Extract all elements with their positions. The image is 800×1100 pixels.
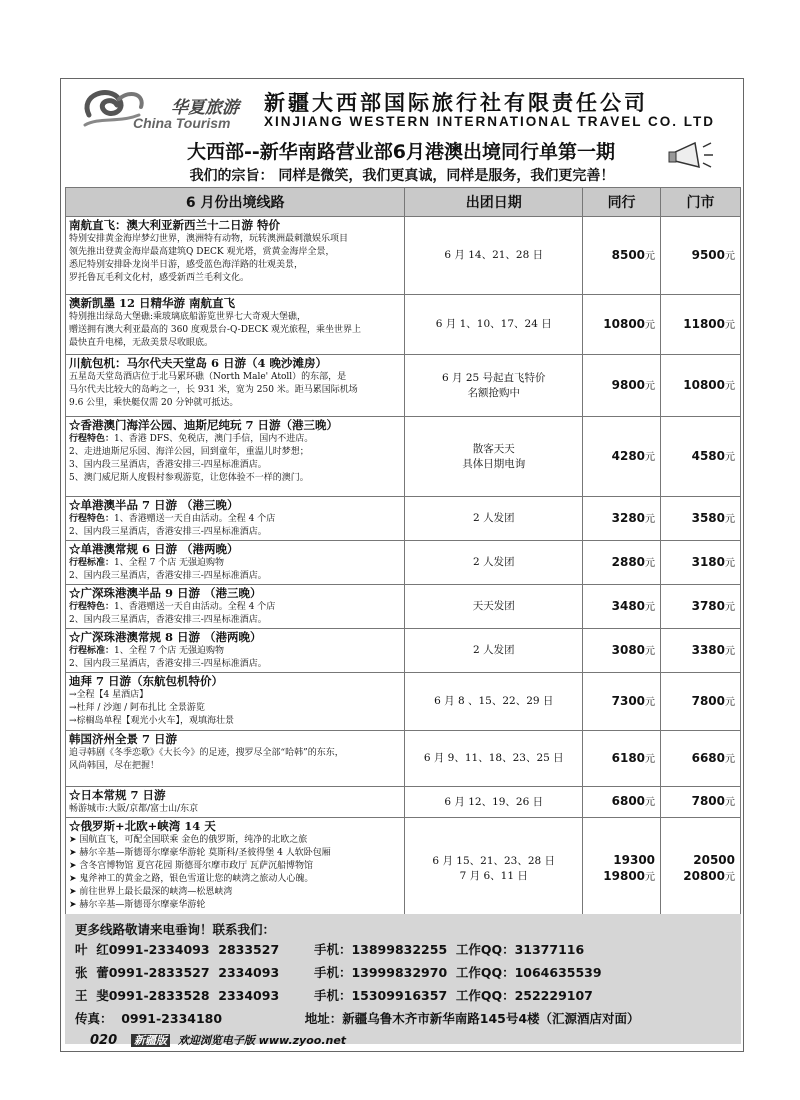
price-value: 10800 — [683, 377, 725, 392]
retail-price — [661, 295, 741, 355]
route-cell — [66, 818, 405, 920]
price-value: 7800 — [691, 693, 725, 708]
company-name-cn: 新疆大西部国际旅行社有限责任公司 — [264, 91, 648, 115]
logo-english: China Tourism — [133, 115, 231, 131]
route-description-label: 行程特色： — [69, 434, 115, 444]
price-value: 7300 — [611, 693, 646, 708]
departure-dates: 2 人发团 — [405, 497, 583, 541]
price-value: 3580 — [691, 510, 725, 525]
route-description-text: 1、全程 7 个店 无强迫购物 2、国内段三星酒店，香港安排三-四星标准酒店。 — [69, 646, 267, 669]
route-description — [69, 601, 401, 627]
route-description — [69, 371, 401, 410]
currency-unit: 元 — [645, 696, 656, 708]
route-cell — [66, 417, 405, 497]
currency-unit: 元 — [725, 797, 735, 808]
table-row — [66, 355, 741, 417]
departure-dates: 6 月 1、10、17、24 日 — [405, 295, 583, 355]
peer-price — [583, 355, 661, 417]
table-row — [66, 629, 741, 673]
retail-price — [661, 787, 741, 818]
route-description-label: 行程特色： — [69, 514, 115, 524]
route-description-text: 特别安排黄金海岸梦幻世界，澳洲特有动物，玩转澳洲最刺激娱乐项目 领先推出登黄金海岸最高建筑Q DECK 观光塔，赏黄金海岸全景， 悉尼特别安排卧龙岗半日游，感受蓝色海洋路的壮观美景， 罗托鲁瓦毛利文化村，感受新西兰毛利文化。 — [69, 234, 349, 283]
route-cell — [66, 585, 405, 629]
header-retail-price: 门市 — [661, 188, 741, 217]
route-cell — [66, 217, 405, 295]
peer-price — [583, 295, 661, 355]
route-description-text: 1、全程 7 个店 无强迫购物 2、国内段三星酒店，香港安排三-四星标准酒店。 — [69, 558, 267, 581]
currency-unit: 元 — [645, 871, 656, 883]
currency-unit: 元 — [725, 380, 735, 392]
route-description-text: →全程【4 星酒店】 →杜拜 / 沙迦 / 阿布扎比 全景游览 →棕榈岛单程【观光小火车】，观填海壮景 — [69, 690, 235, 726]
table-row — [66, 417, 741, 497]
route-title: 南航直飞：澳大利亚新西兰十二日游 特价 — [69, 218, 281, 232]
currency-unit: 元 — [725, 451, 735, 463]
peer-price — [583, 629, 661, 673]
page-number: 020 — [90, 1033, 118, 1048]
footer — [90, 1032, 346, 1048]
table-row — [66, 217, 741, 295]
route-description-text: 1、香港赠送一天自由活动。全程 4 个店 2、国内段三星酒店，香港安排三-四星标准酒店。 — [69, 602, 276, 625]
peer-price — [583, 585, 661, 629]
route-title: ☆香港澳门海洋公园、迪斯尼纯玩 7 日游（港三晚） — [69, 418, 339, 432]
route-cell — [66, 673, 405, 731]
table-row — [66, 541, 741, 585]
route-cell — [66, 541, 405, 585]
route-title: 澳新凯墨 12 日精华游 南航直飞 — [69, 296, 236, 310]
header-dates: 出团日期 — [405, 188, 583, 217]
edition-tag: 新疆版 — [131, 1034, 170, 1047]
price-value: 6680 — [691, 750, 725, 765]
route-description-text: 追寻韩剧《冬季恋歌》《大长今》的足迹，搜罗尽全部“哈韩”的东东， 风尚韩国，尽在把握！ — [69, 748, 344, 771]
peer-price — [583, 673, 661, 731]
price-value: 2880 — [611, 554, 646, 569]
route-description-label: 行程特色： — [69, 602, 115, 612]
currency-unit: 元 — [725, 645, 735, 657]
price-value: 9800 — [611, 377, 646, 392]
route-title: 川航包机：马尔代夫天堂岛 6 日游（4 晚沙滩房） — [69, 356, 328, 370]
departure-dates: 6 月 8 、15、22、29 日 — [405, 673, 583, 731]
price-value: 6180 — [611, 750, 646, 765]
currency-unit: 元 — [725, 696, 735, 708]
contact-heading: 更多线路敬请来电垂询！联系我们： — [75, 922, 276, 937]
route-description — [69, 747, 401, 773]
route-description-text: 畅游城市:大阪/京都/富士山/东京 — [69, 804, 199, 814]
departure-dates: 6 月 14、21、28 日 — [405, 217, 583, 295]
contact-panel — [65, 914, 741, 1044]
currency-unit: 元 — [645, 797, 656, 808]
currency-unit: 元 — [645, 753, 656, 765]
departure-dates: 天天发团 — [405, 585, 583, 629]
retail-price — [661, 355, 741, 417]
contact-line: 王 斐0991-2833528 2334093 手机：15309916357 工作QQ：252229107 — [75, 988, 593, 1003]
route-cell — [66, 355, 405, 417]
header-peer-price: 同行 — [583, 188, 661, 217]
footer-url[interactable]: www.zyoo.net — [258, 1034, 347, 1047]
route-description-text: 五星岛天堂岛酒店位于北马累环礁（North Male' Atoll）的东部，是 马尔代夫比较大的岛屿之一，长 931 米，宽为 250 米。距马累国际机场 9.6 公里，乘快艇仅需 20 分钟就可抵达。 — [69, 372, 358, 408]
departure-dates: 6 月 12、19、26 日 — [405, 787, 583, 818]
brochure-page — [60, 78, 744, 1052]
price-value: 4280 — [611, 448, 646, 463]
route-cell — [66, 497, 405, 541]
price-value: 19300 19800 — [603, 852, 656, 883]
price-value: 3480 — [611, 598, 646, 613]
route-title: 韩国济州全景 7 日游 — [69, 732, 178, 746]
retail-price — [661, 541, 741, 585]
currency-unit: 元 — [645, 513, 656, 525]
peer-price — [583, 787, 661, 818]
table-row — [66, 585, 741, 629]
currency-unit: 元 — [645, 250, 656, 262]
route-cell — [66, 787, 405, 818]
retail-price — [661, 629, 741, 673]
departure-dates: 6 月 9、11、18、23、25 日 — [405, 731, 583, 787]
route-description — [69, 433, 401, 485]
peer-price — [583, 541, 661, 585]
route-description-text: 特别推出绿岛大堡礁:乘玻璃底船游览世界七大奇观大堡礁， 赠送拥有澳大利亚最高的 360 度观景台-Q-DECK 观光旅程，乘坐世界上 最快直升电梯，无敌美景尽收眼底。 — [69, 312, 361, 348]
route-title: ☆广深珠港澳常规 8 日游 （港两晚） — [69, 630, 262, 644]
route-description — [69, 311, 401, 350]
page-title: 大西部--新华南路营业部6月港澳出境同行单第一期 — [187, 141, 615, 163]
currency-unit: 元 — [725, 871, 735, 883]
currency-unit: 元 — [725, 250, 735, 262]
table-row — [66, 673, 741, 731]
route-description — [69, 834, 401, 912]
route-description — [69, 803, 401, 816]
footer-text: 欢迎浏览电子版 — [177, 1034, 255, 1047]
price-value: 9500 — [691, 247, 725, 262]
route-description — [69, 233, 401, 285]
price-value: 3080 — [611, 642, 646, 657]
route-table — [65, 187, 741, 920]
currency-unit: 元 — [645, 557, 656, 569]
peer-price — [583, 731, 661, 787]
table-row — [66, 818, 741, 920]
peer-price — [583, 217, 661, 295]
currency-unit: 元 — [645, 319, 656, 331]
retail-price — [661, 585, 741, 629]
header — [61, 79, 743, 139]
price-value: 11800 — [683, 316, 725, 331]
route-cell — [66, 731, 405, 787]
route-description-label: 行程标准： — [69, 558, 115, 568]
currency-unit: 元 — [725, 319, 735, 331]
route-description-text: 1、香港 DFS、免税店，澳门手信，国内不进店。 2、走进迪斯尼乐园、海洋公园，回到童年，重温儿时梦想； 3、国内段三星酒店，香港安排三-四星标准酒店。 5、澳门威尼斯人度假村参观游览，让您体验不一样的澳门。 — [69, 434, 314, 483]
route-title: 迪拜 7 日游（东航包机特价） — [69, 674, 224, 688]
retail-price — [661, 417, 741, 497]
price-value: 4580 — [691, 448, 725, 463]
currency-unit: 元 — [725, 753, 735, 765]
retail-price — [661, 497, 741, 541]
peer-price — [583, 818, 661, 920]
currency-unit: 元 — [725, 557, 735, 569]
route-description — [69, 689, 401, 728]
retail-price — [661, 818, 741, 920]
price-value: 7800 — [691, 794, 725, 808]
departure-dates: 散客天天 具体日期电询 — [405, 417, 583, 497]
price-value: 3280 — [611, 510, 646, 525]
route-cell — [66, 629, 405, 673]
currency-unit: 元 — [645, 601, 656, 613]
company-name-en: XINJIANG WESTERN INTERNATIONAL TRAVEL CO. LTD — [264, 114, 716, 129]
currency-unit: 元 — [725, 601, 735, 613]
contact-line: 叶 红0991-2334093 2833527 手机：13899832255 工作QQ：31377116 — [75, 942, 585, 957]
currency-unit: 元 — [645, 380, 656, 392]
table-row — [66, 497, 741, 541]
price-value: 6800 — [611, 794, 646, 808]
header-route: 6 月份出境线路 — [66, 188, 405, 217]
table-row — [66, 731, 741, 787]
route-title: ☆广深珠港澳半品 9 日游 （港三晚） — [69, 586, 262, 600]
route-description — [69, 645, 401, 671]
price-value: 10800 — [603, 316, 646, 331]
route-title: ☆俄罗斯+北欧+峡湾 14 天 — [69, 819, 216, 833]
route-description — [69, 557, 401, 583]
currency-unit: 元 — [645, 451, 656, 463]
route-title: ☆单港澳半品 7 日游 （港三晚） — [69, 498, 239, 512]
table-row — [66, 295, 741, 355]
retail-price — [661, 731, 741, 787]
currency-unit: 元 — [645, 645, 656, 657]
departure-dates: 6 月 25 号起直飞特价 名额抢购中 — [405, 355, 583, 417]
departure-dates: 2 人发团 — [405, 629, 583, 673]
peer-price — [583, 417, 661, 497]
retail-price — [661, 673, 741, 731]
route-description — [69, 513, 401, 539]
price-value: 20500 20800 — [683, 852, 735, 883]
route-cell — [66, 295, 405, 355]
price-value: 8500 — [611, 247, 646, 262]
contact-line: 张 蕾0991-2833527 2334093 手机：13999832970 工作QQ：1064635539 — [75, 965, 602, 980]
price-value: 3180 — [691, 554, 725, 569]
price-value: 3380 — [691, 642, 725, 657]
contact-line: 传真： 0991-2334180 地址：新疆乌鲁木齐市新华南路145号4楼（汇源酒店对面） — [75, 1011, 640, 1026]
table-row — [66, 787, 741, 818]
departure-dates: 6 月 15、21、23、28 日 7 月 6、11 日 — [405, 818, 583, 920]
table-header-row — [66, 188, 741, 217]
retail-price — [661, 217, 741, 295]
route-description-text: 1、香港赠送一天自由活动。全程 4 个店 2、国内段三星酒店，香港安排三-四星标准酒店。 — [69, 514, 276, 537]
motto: 我们的宗旨： 同样是微笑，我们更真诚，同样是服务，我们更完善！ — [189, 168, 615, 184]
price-value: 3780 — [691, 598, 725, 613]
peer-price — [583, 497, 661, 541]
route-title: ☆单港澳常规 6 日游 （港两晚） — [69, 542, 239, 556]
currency-unit: 元 — [725, 513, 735, 525]
departure-dates: 2 人发团 — [405, 541, 583, 585]
route-title: ☆日本常规 7 日游 — [69, 788, 166, 802]
route-description-label: 行程标准： — [69, 646, 115, 656]
logo-chinese: 华夏旅游 — [171, 98, 239, 118]
route-description-text: ➤ 国航直飞，可配全国联乘 金色的俄罗斯，纯净的北欧之旅 ➤ 赫尔辛基—斯德哥尔摩豪华游轮 莫斯科/圣彼得堡 4 人软卧包厢 ➤ 含冬宫博物馆 夏宫花园 斯德哥尔摩市政厅 瓦萨沉船博物馆 ➤ 鬼斧神工的黄金之路，银色雪道让您的峡湾之旅动人心魄。 ➤ 前往世界上最长最深的峡湾—松恩峡湾 ➤ 赫尔辛基—斯德哥尔摩豪华游轮 — [69, 835, 331, 910]
